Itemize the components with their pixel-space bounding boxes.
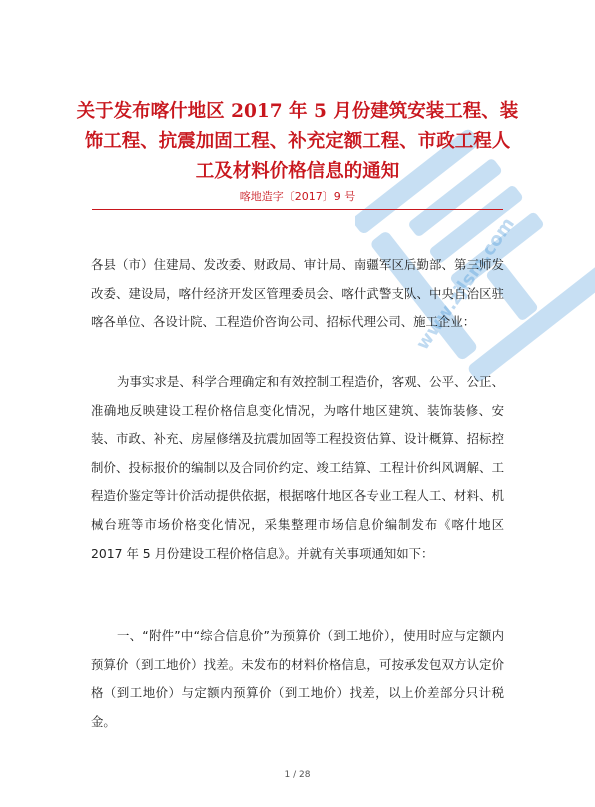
page-indicator: 1 / 28 [284,770,311,780]
document-title [60,97,535,187]
purpose-paragraph: 为事实求是、科学合理确定和有效控制工程造价，客观、公平、公正、准确地反映建设工程价格信息变化情况，为喀什地区建筑、装饰装修、安装、市政、补充、房屋修缮及抗震加固等工程投资估算、设计概算、招标控制价、投标报价的编制以及合同价约定、竣工结算、工程计价纠风调解、工程造价鉴定等计价活动提供依据，根据喀什地区各专业工程人工、材料、机械台班等市场价格变化情况，采集整理市场信息价编制发布《喀什地区 2017 年 5 月份建设工程价格信息》。并就有关事项通知如下： [91,374,504,561]
document-number: 喀地造字〔2017〕9 号 [239,190,356,203]
watermark-url: www.zjlsm.com [412,213,519,354]
addressee-paragraph: 各县（市）住建局、发改委、财政局、审计局、南疆军区后勤部、第三师发改委、建设局，喀什经济开发区管理委员会、喀什武警支队、中央自治区驻喀各单位、各设计院、工程造价咨询公司、招标代理公司、施工企业： [91,257,504,330]
item-one-paragraph: 一、“附件”中“综合信息价”为预算价（到工地价），使用时应与定额内预算价（到工地价）找差。未发布的材料价格信息，可按承发包双方认定价格（到工地价）与定额内预算价（到工地价）找差，以上价差部分只计税金。 [91,628,504,729]
title-line: 饰工程、抗震加固工程、补充定额工程、市政工程人 [84,131,511,152]
title-line: 工及材料价格信息的通知 [195,161,400,182]
title-line: 关于发布喀什地区 2017 年 5 月份建筑安装工程、装 [76,101,519,122]
title-divider [92,209,503,210]
